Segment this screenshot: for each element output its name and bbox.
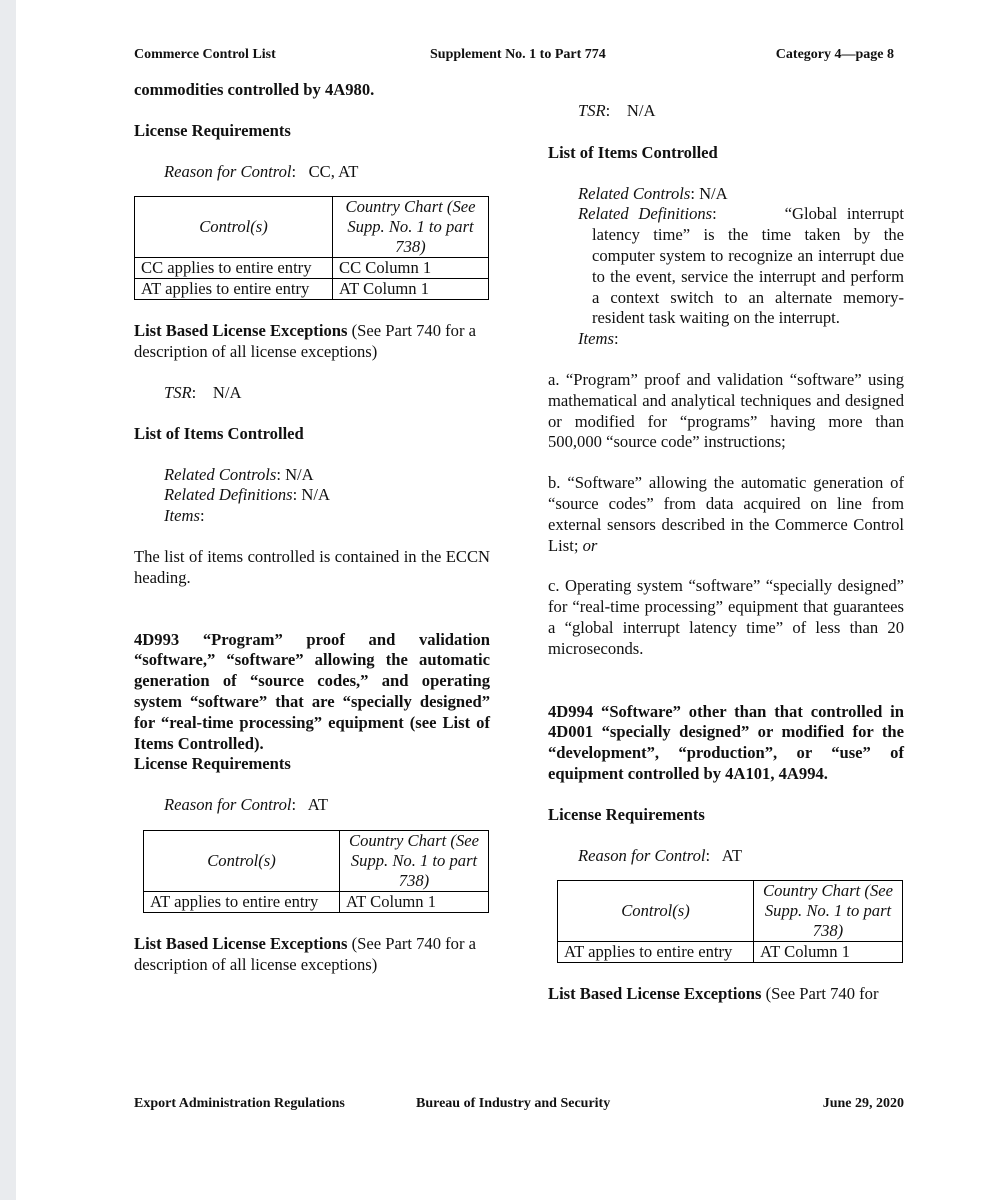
reason-value: AT <box>307 795 328 815</box>
table-cell-chart: AT Column 1 <box>754 942 903 963</box>
tsr-line: TSR: N/A <box>164 382 242 402</box>
header-left: Commerce Control List <box>134 47 276 62</box>
item-b-text: b. “Software” allowing the automatic generation of “source codes” from data acquired on line from external sensors described in the Commerce Control List; <box>548 473 904 555</box>
items-line: Items: <box>164 506 205 526</box>
intro-continuation: commodities controlled by 4A980. <box>134 80 375 99</box>
lble-heading: List Based License Exceptions <box>134 321 348 341</box>
header-right: Category 4—page 8 <box>775 47 894 62</box>
reason-label: Reason for Control <box>578 845 706 865</box>
tsr-label: TSR <box>578 101 606 120</box>
lble-text: (See Part 740 for a description of all license exceptions) <box>134 933 476 974</box>
item-a: a. “Program” proof and validation “software” using mathematical and analytical techniques and designed or modified for “programs” having more than 500,000 “source code” instructions; <box>548 369 904 452</box>
table-cell-control: CC applies to entire entry <box>135 258 333 279</box>
related-controls: Related Controls: N/A <box>164 464 314 484</box>
reason-value: AT <box>721 845 742 865</box>
table-row <box>558 942 903 963</box>
related-definitions-value: “Global interrupt latency time” is the time taken by the computer system to recognize an interrupt due to the event, service the interrupt and perform a context switch to an alternate memory-resident task waiting on the interrupt. <box>592 204 905 328</box>
table-header-controls: Control(s) <box>558 881 754 942</box>
table-row <box>135 279 489 300</box>
reason-for-control: Reason for Control: AT <box>578 845 742 865</box>
related-controls: Related Controls: N/A <box>578 183 728 203</box>
related-definitions-value: N/A <box>301 485 330 505</box>
items-label: Items <box>578 329 614 349</box>
lble-paragraph <box>548 984 904 1005</box>
items-label: Items <box>164 506 200 526</box>
items-line: Items: <box>578 329 619 349</box>
related-definitions: Related Definitions: “Global interrupt latency time” is the time taken by the computer system to recognize an interrupt due to the event, service the interrupt and perform a context switch to an alternate memory-resident task waiting on the interrupt. <box>578 204 905 328</box>
items-text: The list of items controlled is contained in the ECCN heading. <box>134 546 490 587</box>
lble-paragraph-2 <box>134 934 490 976</box>
related-controls-value: N/A <box>285 464 314 484</box>
tsr-value: N/A <box>626 101 656 120</box>
reason-label: Reason for Control <box>164 161 292 181</box>
eccn-4d993-heading: 4D993 “Program” proof and validation “software,” “software” allowing the automatic generation of “source codes,” and operating system “software” that are “specially designed” for “real-time processing” equipment (see List of Items Controlled). <box>134 629 490 753</box>
license-requirements-heading-2: License Requirements <box>134 754 291 774</box>
tsr-label: TSR <box>164 382 192 402</box>
license-requirements-heading: License Requirements <box>548 804 705 824</box>
table-row <box>135 258 489 279</box>
table-cell-control: AT applies to entire entry <box>558 942 754 963</box>
tsr-line: TSR: N/A <box>578 101 656 120</box>
table-cell-chart: CC Column 1 <box>333 258 489 279</box>
control-table-1 <box>134 196 489 300</box>
tsr-value: N/A <box>212 382 242 402</box>
related-controls-label: Related Controls <box>578 183 691 203</box>
table-header-controls: Control(s) <box>144 830 340 891</box>
reason-value: CC, AT <box>308 161 359 181</box>
reason-for-control: Reason for Control: CC, AT <box>164 161 359 181</box>
item-b-or: or <box>582 535 598 555</box>
list-of-items-heading: List of Items Controlled <box>548 142 718 162</box>
list-of-items-heading: List of Items Controlled <box>134 423 304 443</box>
table-cell-control: AT applies to entire entry <box>135 279 333 300</box>
lble-heading: List Based License Exceptions <box>134 933 348 953</box>
lble-text: (See Part 740 for a description of all license exceptions) <box>134 321 476 362</box>
related-definitions-label: Related Definitions <box>578 204 713 224</box>
item-c: c. Operating system “software” “specially designed” for “real-time processing” equipment that guarantees a “global interrupt latency time” of less than 20 microseconds. <box>548 576 904 658</box>
related-controls-label: Related Controls <box>164 464 277 484</box>
table-header-country-chart: Country Chart (See Supp. No. 1 to part 738) <box>754 881 903 942</box>
related-definitions-label: Related Definitions <box>164 485 293 505</box>
reason-for-control-2: Reason for Control: AT <box>164 795 328 815</box>
item-b <box>548 473 904 556</box>
eccn-4d994-heading: 4D994 “Software” other than that controlled in 4D001 “specially designed” or modified for the “development”, “production”, or “use” of equipment controlled by 4A101, 4A994. <box>548 701 904 783</box>
lble-text: (See Part 740 for <box>761 984 879 1004</box>
header-center: Supplement No. 1 to Part 774 <box>430 47 606 62</box>
lble-paragraph <box>134 321 490 363</box>
control-table-2 <box>143 830 489 913</box>
table-row <box>144 891 489 912</box>
table-cell-chart: AT Column 1 <box>340 891 489 912</box>
table-cell-chart: AT Column 1 <box>333 279 489 300</box>
table-cell-control: AT applies to entire entry <box>144 891 340 912</box>
reason-label: Reason for Control <box>164 795 292 815</box>
right-column <box>548 101 904 1005</box>
license-requirements-heading: License Requirements <box>134 120 291 140</box>
table-header-country-chart: Country Chart (See Supp. No. 1 to part 738) <box>340 830 489 891</box>
related-definitions: Related Definitions: N/A <box>164 485 330 505</box>
lble-heading: List Based License Exceptions <box>548 984 762 1004</box>
table-header-controls: Control(s) <box>135 197 333 258</box>
control-table-3 <box>557 880 903 963</box>
viewer-gutter <box>0 0 16 1200</box>
footer-center: Bureau of Industry and Security <box>416 1096 611 1111</box>
footer-left: Export Administration Regulations <box>134 1096 345 1111</box>
table-header-country-chart: Country Chart (See Supp. No. 1 to part 738) <box>333 197 489 258</box>
related-controls-value: N/A <box>699 183 728 203</box>
footer-right: June 29, 2020 <box>822 1096 904 1111</box>
left-column <box>134 80 490 976</box>
